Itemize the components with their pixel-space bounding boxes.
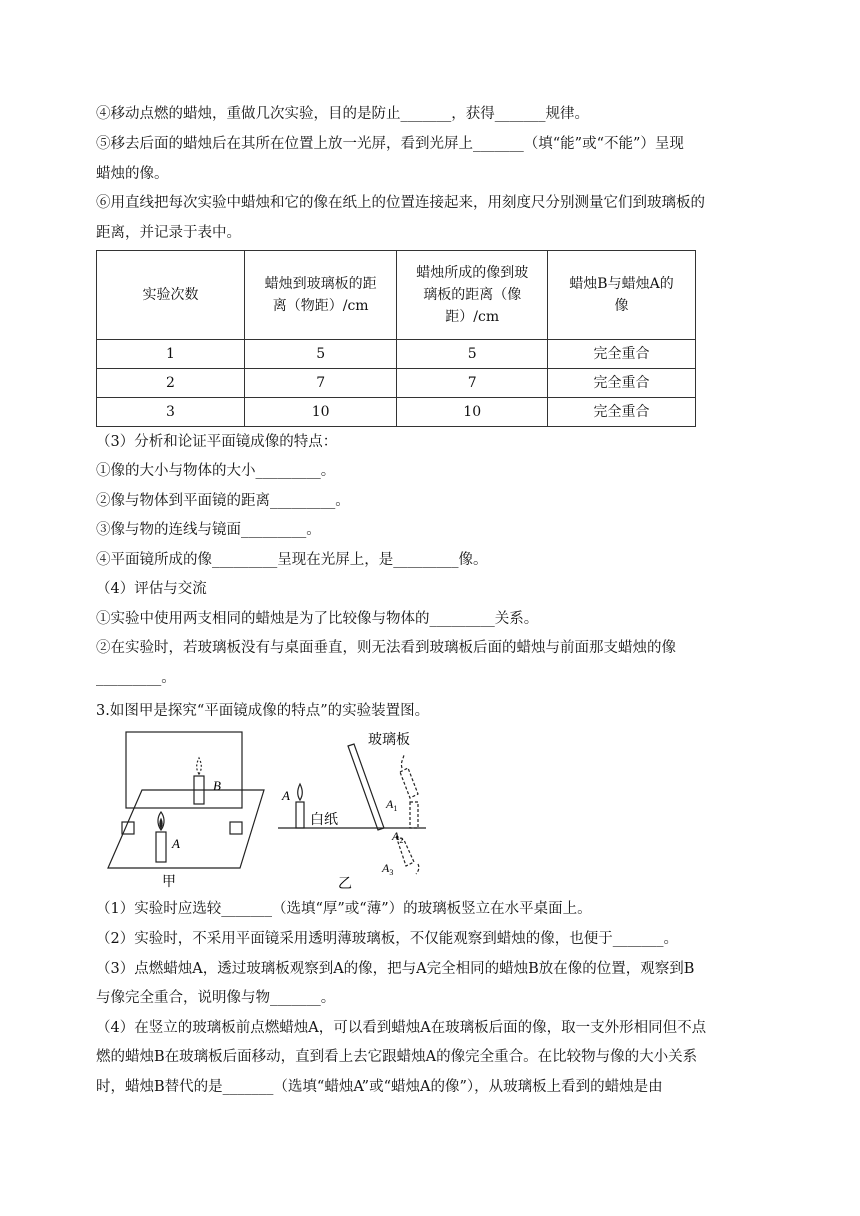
table-header-cell: 实验次数 [97,251,245,340]
text-line: （4）评估与交流 [96,581,207,597]
table-cell: 3 [97,398,245,427]
support-block [230,822,242,834]
label-glass: 玻璃板 [368,732,410,748]
label-a-side: A [282,788,290,803]
text-line: （1）实验时应选较_______（选填“厚”或“薄”）的玻璃板竖立在水平桌面上。 [96,901,592,917]
figure-label-jia: 甲 [162,874,176,890]
label-a2: $A_2$ [392,829,404,845]
label-a1: $A_1$ [386,797,398,813]
text-line: 3.如图甲是探究“平面镜成像的特点”的实验装置图。 [96,703,430,719]
text-line: 蜡烛的像。 [96,166,169,182]
glass-panel [126,732,242,808]
text-line: ④平面镜所成的像_________呈现在光屏上，是_________像。 [96,552,488,568]
table-row [97,369,696,398]
table-cell: 5 [397,340,548,369]
flame-outline-icon [197,758,202,774]
flame-core-icon [160,819,162,828]
table-row [97,340,696,369]
text-line: ⑤移去后面的蜡烛后在其所在位置上放一光屏，看到光屏上_______（填“能”或“不能”）呈现 [96,136,684,152]
text-line: （4）在竖立的玻璃板前点燃蜡烛A，可以看到蜡烛A在玻璃板后面的像，取一支外形相同但不点 [96,1020,707,1036]
table-plane [108,790,264,868]
table-cell: 完全重合 [548,369,696,398]
flame-icon [298,784,303,800]
text-line: ①像的大小与物体的大小_________。 [96,463,336,479]
text-line: ③像与物的连线与镜面_________。 [96,522,321,538]
experiment-figure [100,728,440,892]
table-header-row [97,251,696,340]
table-cell: 7 [244,369,396,398]
text-line: 时，蜡烛B替代的是_______（选填“蜡烛A”或“蜡烛A的像”），从玻璃板上看到的蜡烛是由 [96,1079,663,1095]
table-cell: 完全重合 [548,398,696,427]
label-a: A [172,836,180,851]
figure-label-yi: 乙 [338,876,352,892]
table-header-cell: 蜡烛所成的像到玻 璃板的距离（像 距）/cm [397,251,548,340]
table-header-cell: 蜡烛B与蜡烛A的 像 [548,251,696,340]
table-header-cell: 蜡烛到玻璃板的距 离（物距）/cm [244,251,396,340]
image-a2 [410,802,418,828]
setup-yi-diagram [278,744,426,874]
text-line: ②在实验时，若玻璃板没有与桌面垂直，则无法看到玻璃板后面的蜡烛与前面那支蜡烛的像 [96,640,676,656]
text-line: ⑥用直线把每次实验中蜡烛和它的像在纸上的位置连接起来，用刻度尺分别测量它们到玻璃板的 [96,195,705,211]
label-paper: 白纸 [310,812,338,828]
text-line: （2）实验时，不采用平面镜采用透明薄玻璃板，不仅能观察到蜡烛的像，也便于_______。 [96,931,678,947]
text-line: ②像与物体到平面镜的距离_________。 [96,493,350,509]
image-a1 [400,768,418,798]
text-line: _________。 [96,670,176,686]
table-cell: 1 [97,340,245,369]
candle-a-side [296,802,304,828]
image-a1-flame-icon [401,754,404,768]
text-line: （3）点燃蜡烛A，透过玻璃板观察到A的像，把与A完全相同的蜡烛B放在像的位置，观察到B [96,961,695,977]
candle-a [156,832,166,862]
text-line: （3）分析和论证平面镜成像的特点： [96,434,338,450]
text-line: 距离，并记录于表中。 [96,225,241,241]
table-cell: 10 [397,398,548,427]
glass-plate-tilted [348,744,384,830]
label-a3: $A_3$ [382,861,394,877]
image-a3-flame-icon [416,864,419,874]
table-cell: 5 [244,340,396,369]
table-cell: 2 [97,369,245,398]
table-row [97,398,696,427]
label-b: B [213,778,221,793]
table-cell: 10 [244,398,396,427]
text-line: 燃的蜡烛B在玻璃板后面移动，直到看上去它跟蜡烛A的像完全重合。在比较物与像的大小关系 [96,1049,698,1065]
table-cell: 7 [397,369,548,398]
text-line: 与像完全重合，说明像与物_______。 [96,990,336,1006]
text-line: ①实验中使用两支相同的蜡烛是为了比较像与物体的_________关系。 [96,611,539,627]
text-line: ④移动点燃的蜡烛，重做几次实验，目的是防止_______，获得_______规律。 [96,106,589,122]
results-table [96,250,696,427]
table-cell: 完全重合 [548,340,696,369]
setup-jia-diagram [108,732,264,868]
